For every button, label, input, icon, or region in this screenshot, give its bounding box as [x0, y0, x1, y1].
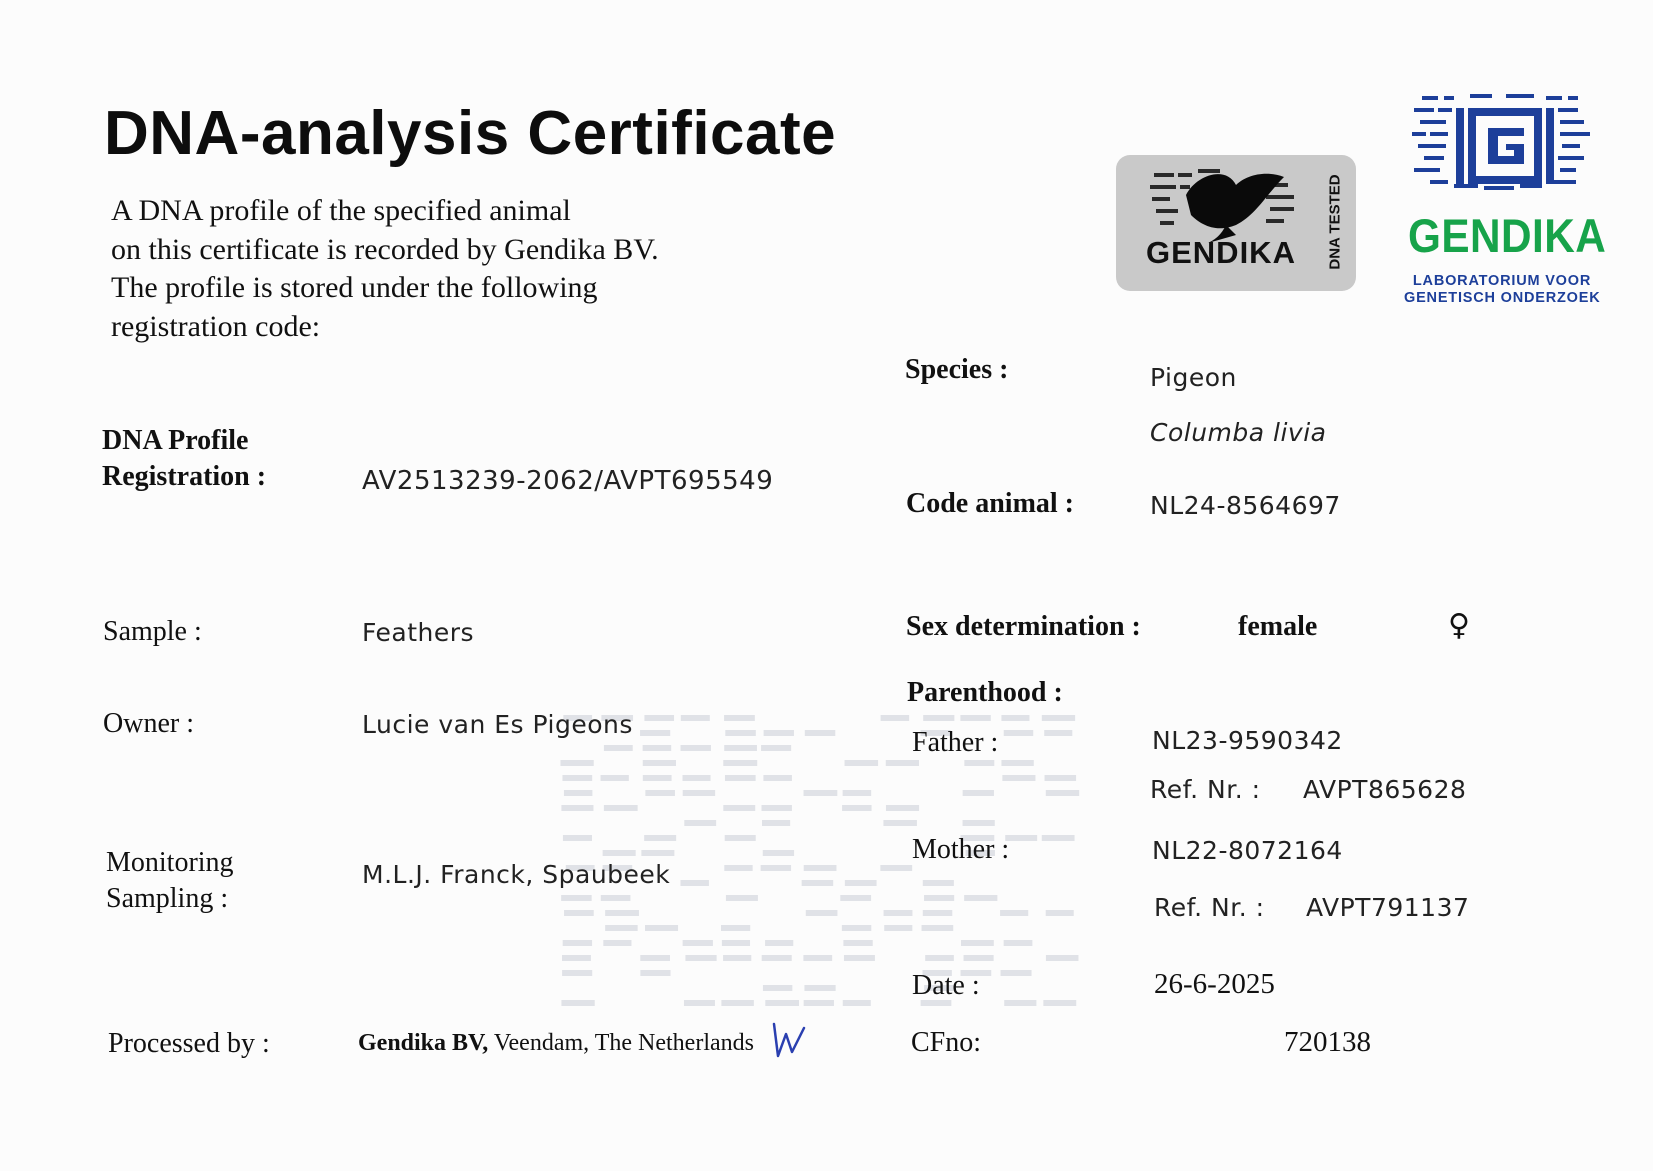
processed-location: Veendam, The Netherlands: [488, 1030, 754, 1056]
father-label: Father :: [912, 727, 999, 758]
code-animal-label: Code animal :: [906, 488, 1074, 519]
watermark-dash: [605, 925, 637, 931]
watermark-dash: [804, 985, 835, 991]
processed-label: Processed by :: [108, 1028, 270, 1059]
watermark-dash: [564, 790, 592, 796]
code-animal-value: NL24-8564697: [1150, 491, 1341, 520]
watermark-dash: [603, 940, 631, 946]
watermark-dash: [765, 940, 793, 946]
watermark-dash: [723, 760, 757, 766]
monitoring-label-line2: Sampling :: [106, 883, 229, 914]
watermark-dash: [762, 820, 790, 826]
species-latin: Columba livia: [1150, 418, 1327, 447]
date-label: Date :: [912, 970, 980, 1001]
watermark-dash: [1004, 730, 1033, 736]
watermark-dash: [1044, 730, 1072, 736]
watermark-dash: [925, 955, 954, 961]
watermark-dash: [804, 865, 837, 871]
watermark-dash: [645, 790, 675, 796]
watermark-dash: [721, 925, 750, 931]
sample-label: Sample :: [103, 616, 202, 647]
sex-label: Sex determination :: [906, 611, 1141, 642]
watermark-dash: [560, 760, 593, 766]
watermark-dash: [1042, 835, 1075, 841]
watermark-dash: [763, 985, 792, 991]
watermark-dash: [601, 775, 629, 781]
watermark-dash: [805, 730, 835, 736]
watermark-dash: [563, 940, 592, 946]
watermark-dash: [806, 910, 838, 916]
watermark-dash: [923, 910, 953, 916]
watermark-dash: [683, 940, 713, 946]
watermark-dash: [843, 1000, 871, 1006]
watermark-dash: [723, 805, 755, 811]
watermark-dash: [844, 955, 875, 961]
watermark-dash: [685, 955, 716, 961]
watermark-dash: [762, 955, 792, 961]
mother-ref-value: AVPT791137: [1306, 893, 1470, 922]
watermark-dash: [886, 760, 919, 766]
father-code: NL23-9590342: [1152, 726, 1343, 755]
intro-line: The profile is stored under the following: [111, 271, 598, 304]
watermark-dash: [682, 775, 710, 781]
watermark-dash: [761, 865, 791, 871]
watermark-dash: [842, 925, 871, 931]
watermark-dash: [960, 715, 990, 721]
watermark-dash: [640, 955, 670, 961]
watermark-dash: [845, 880, 877, 886]
watermark-dash: [886, 805, 919, 811]
father-ref-value: AVPT865628: [1303, 775, 1467, 804]
watermark-dash: [680, 880, 708, 886]
watermark-dash: [1001, 760, 1033, 766]
watermark-dash: [961, 940, 994, 946]
mother-ref-label: Ref. Nr. :: [1154, 893, 1265, 922]
monitoring-label-line1: Monitoring: [106, 847, 234, 878]
sample-value: Feathers: [362, 618, 475, 647]
watermark-dash: [963, 790, 994, 796]
watermark-dash: [763, 775, 792, 781]
watermark-dash: [804, 790, 838, 796]
watermark-dash: [724, 865, 752, 871]
intro-line: registration code:: [111, 309, 321, 343]
watermark-dash: [845, 760, 879, 766]
watermark-dash: [881, 715, 910, 721]
watermark-dash: [681, 715, 710, 721]
watermark-dash: [603, 850, 636, 856]
intro-line: A DNA profile of the specified animal: [111, 194, 571, 227]
processed-company: Gendika BV,: [358, 1030, 489, 1056]
watermark-dash: [840, 895, 871, 901]
sex-value: female: [1238, 611, 1318, 642]
father-ref-label: Ref. Nr. :: [1150, 775, 1261, 804]
watermark-dash: [924, 895, 954, 901]
date-value: 26-6-2025: [1154, 968, 1275, 1000]
watermark-dash: [880, 865, 912, 871]
gendika-logo-name: GENDIKA: [1408, 209, 1607, 262]
watermark-dash: [725, 775, 756, 781]
processed-value: [358, 1030, 754, 1057]
watermark-dash: [684, 1000, 715, 1006]
registration-label-line2: Registration :: [102, 461, 267, 492]
watermark-dash: [723, 955, 751, 961]
watermark-dash: [761, 745, 791, 751]
watermark-dash: [843, 790, 872, 796]
badge-dna-tested: DNA TESTED: [1326, 174, 1344, 270]
monitoring-value: M.L.J. Franck, Spaubeek: [362, 860, 671, 889]
watermark-dash: [681, 745, 711, 751]
watermark-dash: [643, 745, 672, 751]
watermark-dash: [1000, 910, 1028, 916]
watermark-dash: [725, 730, 755, 736]
watermark-dash: [643, 775, 672, 781]
watermark-dash: [561, 895, 592, 901]
species-common: Pigeon: [1150, 363, 1237, 392]
watermark-dash: [563, 835, 592, 841]
watermark-dash: [1043, 1000, 1076, 1006]
watermark-dash: [842, 805, 871, 811]
watermark-dash: [562, 970, 592, 976]
intro-text: [111, 192, 751, 346]
watermark-dash: [644, 715, 674, 721]
watermark-dash: [922, 925, 954, 931]
watermark-dash: [643, 760, 676, 766]
watermark-dash: [683, 790, 715, 796]
registration-value: AV2513239-2062/AVPT695549: [362, 466, 774, 496]
watermark-dash: [640, 970, 670, 976]
intro-line: on this certificate is recorded by Gendika BV.: [111, 232, 659, 266]
watermark-dash: [843, 940, 872, 946]
parenthood-label: Parenthood :: [907, 677, 1063, 708]
mother-label: Mother :: [912, 834, 1010, 865]
cfno-value: 720138: [1284, 1026, 1371, 1058]
badge-gendika-text: GENDIKA: [1146, 235, 1296, 270]
watermark-dash: [604, 745, 633, 751]
watermark-dash: [765, 1000, 799, 1006]
watermark-dash: [562, 775, 592, 781]
watermark-dash: [963, 820, 995, 826]
watermark-dash: [764, 730, 794, 736]
watermark-dash: [721, 1000, 753, 1006]
watermark-dash: [964, 895, 997, 901]
watermark-dash: [803, 955, 832, 961]
watermark-dash: [1042, 715, 1075, 721]
mother-code: NL22-8072164: [1152, 836, 1343, 865]
watermark-dash: [964, 760, 994, 766]
gendika-logo-subtitle: LABORATORIUM VOOR GENETISCH ONDERZOEK: [1404, 273, 1601, 306]
watermark-dash: [884, 910, 913, 916]
owner-label: Owner :: [103, 708, 194, 739]
owner-value: Lucie van Es Pigeons: [362, 710, 633, 739]
watermark-dash: [562, 955, 591, 961]
species-label: Species :: [905, 354, 1009, 385]
watermark-dash: [923, 880, 954, 886]
watermark-dash: [1001, 970, 1032, 976]
watermark-dash: [762, 805, 792, 811]
watermark-dash: [1046, 790, 1079, 796]
watermark-dash: [724, 745, 757, 751]
watermark-dash: [640, 730, 670, 736]
watermark-dash: [1046, 955, 1079, 961]
watermark-dash: [804, 1000, 834, 1006]
watermark-dash: [726, 895, 758, 901]
dna-tested-badge: [1116, 155, 1356, 291]
watermark-dash: [641, 850, 674, 856]
watermark-dash: [1046, 910, 1074, 916]
watermark-dash: [884, 925, 912, 931]
watermark-dash: [724, 715, 755, 721]
watermark-dash: [1002, 775, 1035, 781]
watermark-dash: [605, 910, 639, 916]
watermark-dash: [601, 895, 631, 901]
watermark-dash: [725, 835, 756, 841]
watermark-dash: [964, 955, 994, 961]
watermark-dash: [722, 940, 750, 946]
signature-mark: [770, 1018, 810, 1062]
watermark-dash: [1005, 835, 1037, 841]
certificate-title: DNA-analysis Certificate: [104, 99, 837, 168]
watermark-dash: [923, 715, 954, 721]
cfno-label: CFno:: [911, 1027, 982, 1058]
watermark-dash: [1001, 715, 1029, 721]
gendika-logo-icon: [1410, 92, 1592, 200]
watermark-dash: [1045, 775, 1076, 781]
watermark-dash: [802, 880, 834, 886]
watermark-dash: [1004, 1000, 1036, 1006]
watermark-dash: [684, 820, 716, 826]
watermark-dash: [604, 805, 638, 811]
watermark-dash: [561, 805, 593, 811]
watermark-dash: [561, 1000, 594, 1006]
watermark-dash: [883, 820, 916, 826]
watermark-dash: [564, 910, 594, 916]
watermark-dash: [644, 835, 676, 841]
female-symbol-icon: ♀: [1448, 608, 1470, 643]
watermark-dash: [763, 850, 794, 856]
watermark-dash: [1004, 940, 1033, 946]
watermark-dash: [645, 925, 678, 931]
registration-label-line1: DNA Profile: [102, 425, 249, 456]
